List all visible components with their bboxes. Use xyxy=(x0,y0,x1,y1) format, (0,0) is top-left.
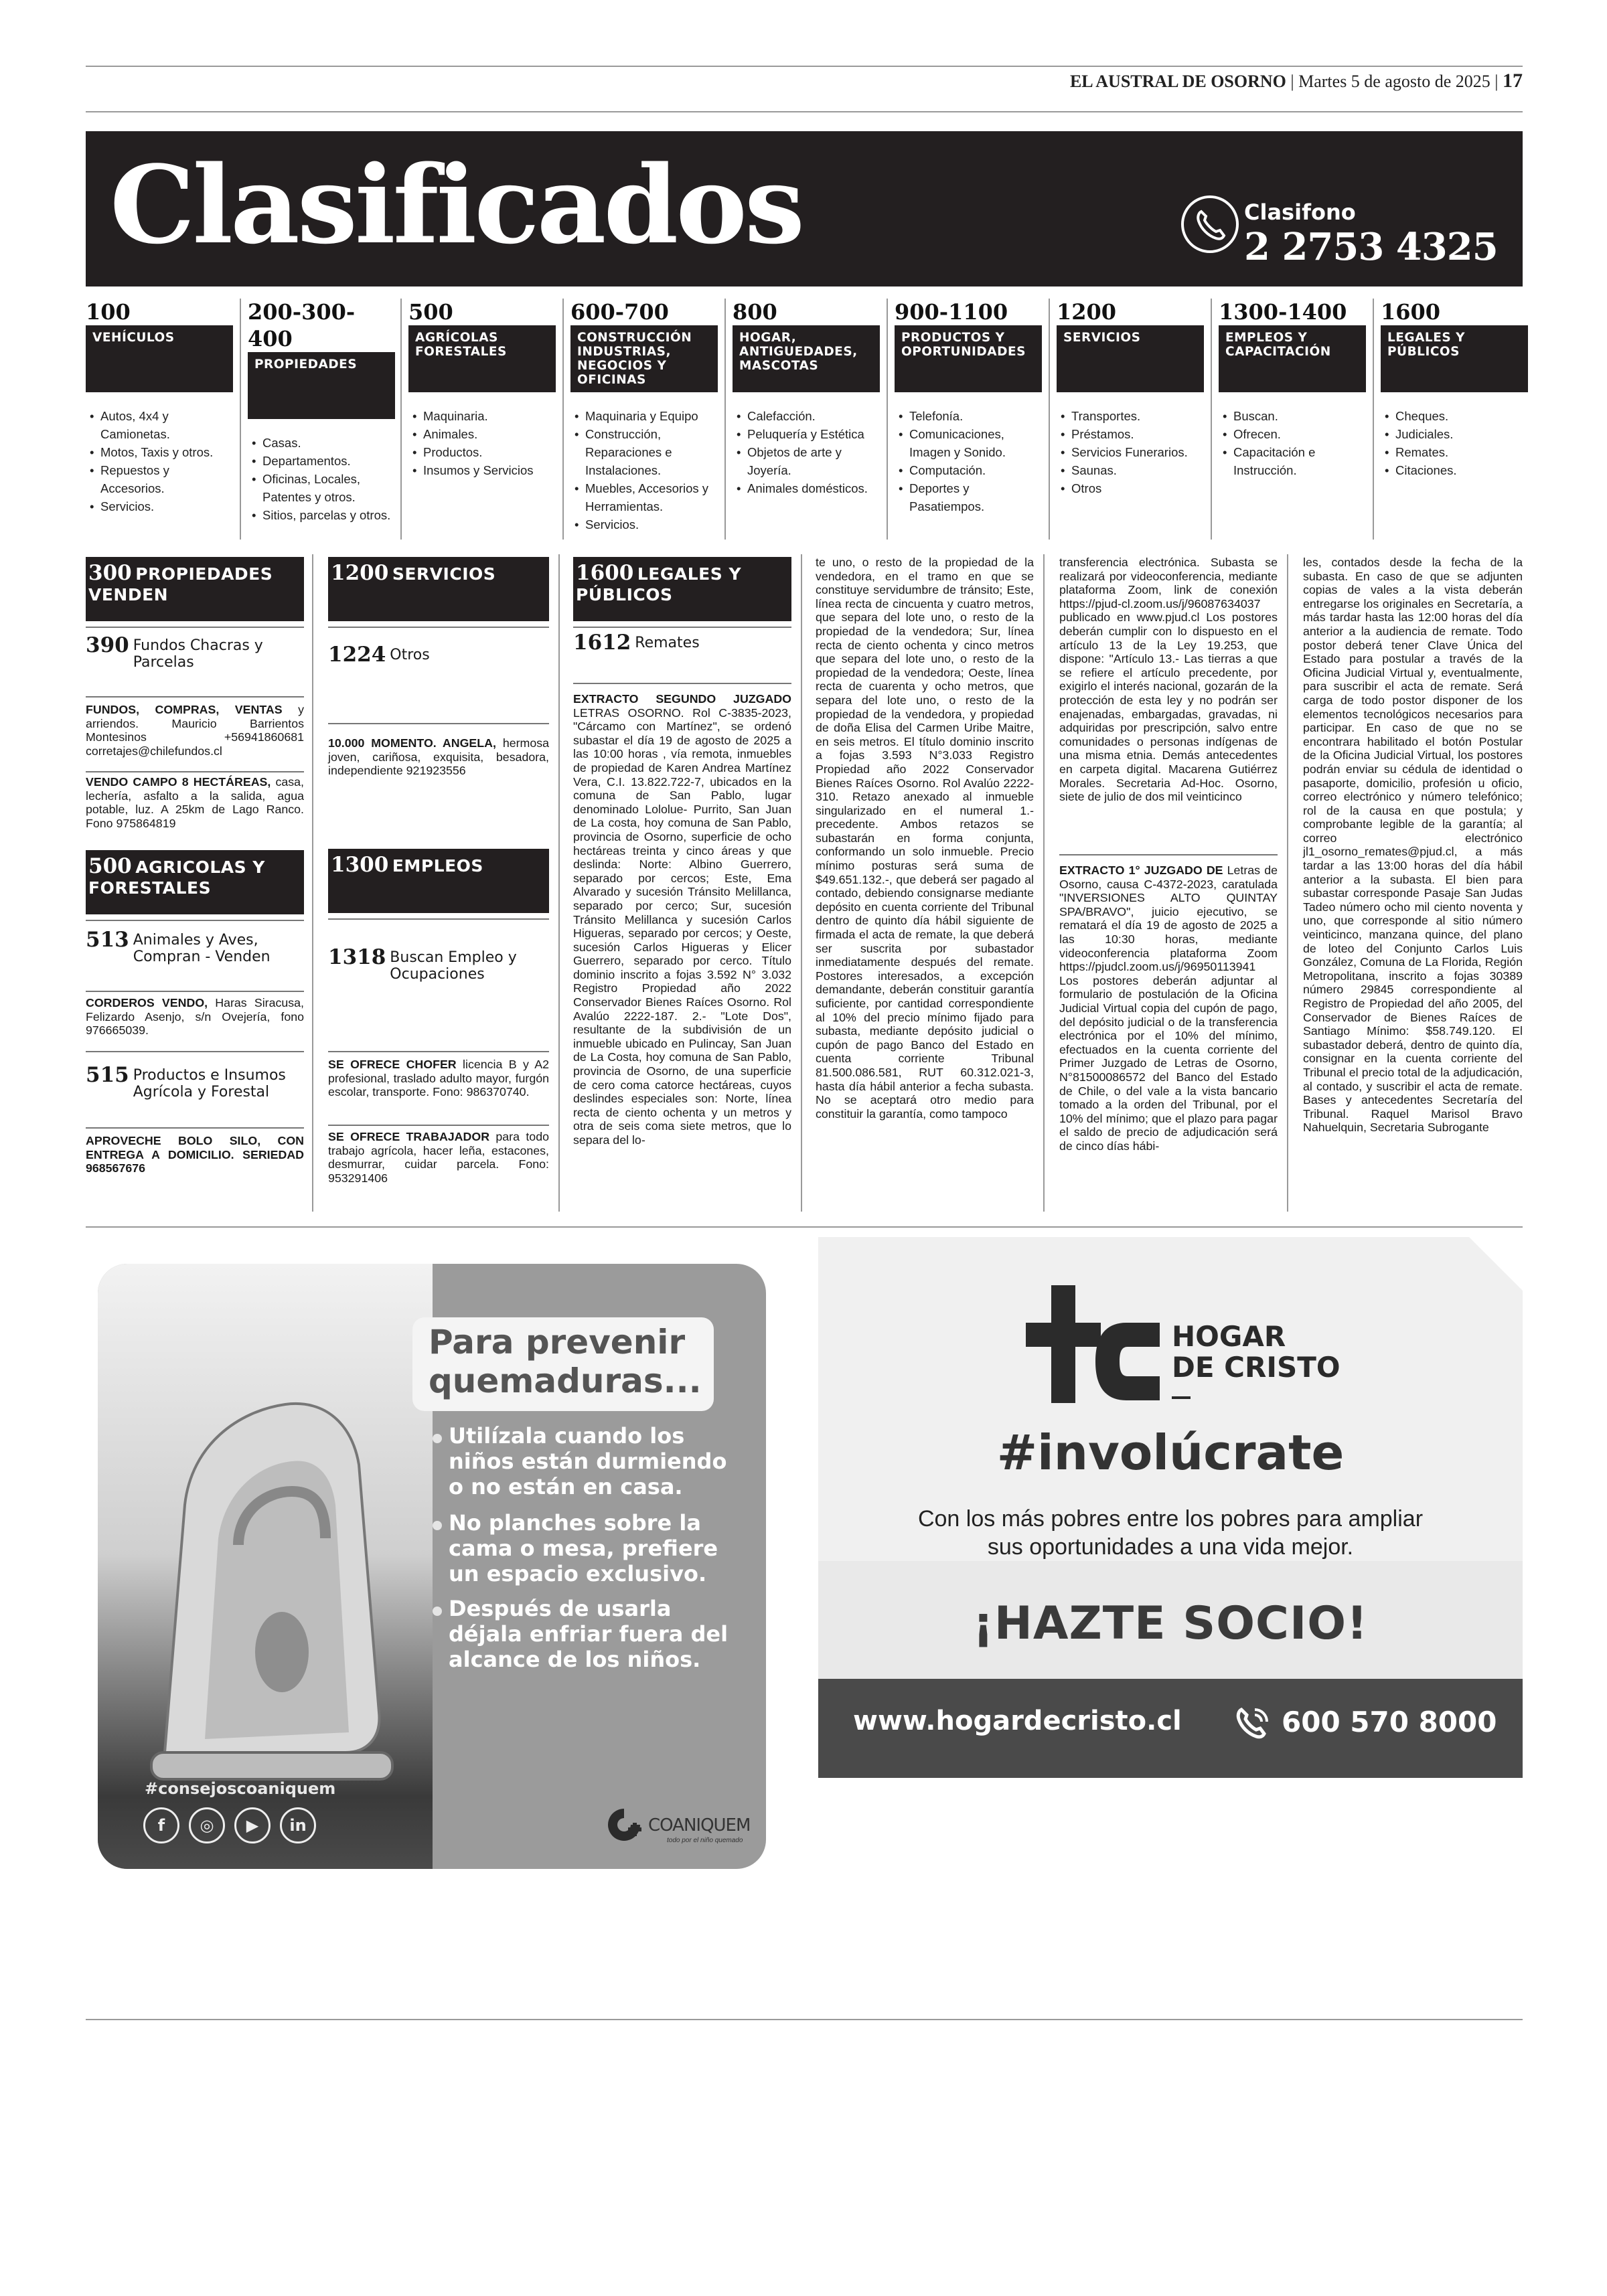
section-header-1200 xyxy=(328,557,549,621)
subsection-label: Productos e Insumos Agrícola y Forestal xyxy=(133,1067,286,1100)
legal-notice-continued: les, contados desde la fecha de la subasta. En caso de que se adjunten copias de vales a la vista deberán entregarse los originales en Secretaría, a más tardar hasta las 12:00 horas del día anterior a la audiencia de remate. Todo postor deberá tener Clave Única del Estado para postular a través de la Oficina Judicial Virtual y, eventualmente, para suscribir el acta de remate. Será carga de todo postor disponer de los elementos tecnológicos necesarios para participar. En caso de que no se encontrara habilitado el botón Postular de la Oficina Judicial Virtual, los postores podrán enviar su cédula de identidad o pasaporte, domicilio, profesión u oficio, correo electrónico y número telefónico; rol de la causa en que postula; y comprobante legible de la garantía; al correo electrónico jl1_osorno_remates@pjud.cl, a más tardar a las 13:00 horas del día hábil anterior a la subasta. El bien para subastar corresponde Pasaje San Judas Tadeo número ocho mil ciento noventa y uno, que corresponde al sitio número veinticinco, manzana quince, del plano de loteo del Conjunto Carlos Luis González, Comuna de La Florida, Región Metropolitana, inscrito a fojas 30389 número 29845 correspondiente al Registro de Propiedad del año 2005, del Conservador de Bienes Raíces de Santiago Mínimo: $58.749.120. El subastador deberá, dentro de quinto día, consignar en la cuenta corriente del Tribunal el precio total de la adjudicación, al contado, y suscribir el acta de remate. Bases y antecedentes Secretaría del Tribunal. Raquel Marisol Bravo Nahuelquin, Secretaria Subrogante xyxy=(1303,556,1523,1135)
ad-headline: 10.000 MOMENTO. ANGELA, xyxy=(328,736,496,750)
category-items xyxy=(86,407,233,515)
category-item: • Deportes y Pasatiempos. xyxy=(895,479,1042,515)
divider xyxy=(573,627,791,628)
category-item: • Servicios Funerarios. xyxy=(1057,443,1204,461)
ad-title xyxy=(429,1323,702,1400)
subsection-label: Fundos Chacras y Parcelas xyxy=(133,637,263,671)
category-items xyxy=(1057,407,1204,497)
divider xyxy=(328,918,549,920)
subsection-label: Buscan Empleo y Ocupaciones xyxy=(390,949,517,983)
masthead-rule xyxy=(86,111,1523,112)
subsection-label: Remates xyxy=(635,635,700,651)
bullet-dot xyxy=(433,1607,442,1616)
top-rule xyxy=(86,66,1523,67)
issue-date: Martes 5 de agosto de 2025 xyxy=(1298,72,1490,91)
ad-headline: SE OFRECE CHOFER xyxy=(328,1058,457,1071)
category-item: • Sitios, parcelas y otros. xyxy=(248,506,395,524)
youtube-icon[interactable]: ▶ xyxy=(234,1807,271,1843)
category-item: • Casas. xyxy=(248,434,395,452)
ad-headline: FUNDOS, COMPRAS, VENTAS xyxy=(86,703,283,716)
category-item: • Calefacción. xyxy=(733,407,880,425)
category-900-1100 xyxy=(895,299,1042,515)
section-header-1600 xyxy=(573,557,791,621)
divider xyxy=(1059,854,1278,855)
phone-icon xyxy=(1233,1704,1272,1743)
category-item: • Construcción, Reparaciones e Instalaciones. xyxy=(570,425,718,479)
category-items xyxy=(1381,407,1528,479)
classified-ad xyxy=(328,1130,549,1185)
category-label: CONSTRUCCIÓN INDUSTRIAS, NEGOCIOS Y OFICINAS xyxy=(570,325,718,392)
ad-headline: SE OFRECE TRABAJADOR xyxy=(328,1130,490,1143)
section-number: 1300 xyxy=(331,853,389,877)
bullet-dot xyxy=(433,1521,442,1530)
category-100 xyxy=(86,299,233,515)
category-item: • Citaciones. xyxy=(1381,461,1528,479)
ad-body: hermosa joven, cariñosa, exquisita, besadora, independiente 921923556 xyxy=(328,736,549,778)
facebook-icon[interactable]: f xyxy=(143,1807,179,1843)
divider xyxy=(86,1051,304,1052)
page-bottom-rule xyxy=(86,2019,1523,2020)
category-item: • Maquinaria y Equipo xyxy=(570,407,718,425)
section-banner xyxy=(86,131,1523,286)
brand-dash xyxy=(1172,1396,1191,1399)
classified-ad xyxy=(86,703,304,758)
section-header-1300 xyxy=(328,849,549,913)
ad-hashtag: #consejoscoaniquem xyxy=(145,1779,336,1798)
category-label: AGRÍCOLAS FORESTALES xyxy=(408,325,556,392)
section-label: LEGALES Y PÚBLICOS xyxy=(576,564,742,604)
category-item: • Remates. xyxy=(1381,443,1528,461)
divider xyxy=(573,683,791,684)
column-divider xyxy=(312,554,313,1212)
category-item: • Insumos y Servicios xyxy=(408,461,556,479)
category-500 xyxy=(408,299,556,479)
hogar-de-cristo-logo-icon xyxy=(1026,1276,1160,1410)
category-label: LEGALES Y PÚBLICOS xyxy=(1381,325,1528,392)
classified-ad: APROVECHE BOLO SILO, CON ENTREGA A DOMICILIO. SERIEDAD 968567676 xyxy=(86,1134,304,1175)
divider xyxy=(86,771,304,772)
clasifono-label: Clasifono xyxy=(1244,199,1356,225)
category-item: • Comunicaciones, Imagen y Sonido. xyxy=(895,425,1042,461)
corner-cut xyxy=(1469,1237,1523,1291)
divider xyxy=(328,1125,549,1126)
category-item: • Servicios. xyxy=(86,497,233,515)
paper-name: EL AUSTRAL DE OSORNO xyxy=(1069,72,1286,91)
ad-message xyxy=(818,1505,1523,1561)
coaniquem-advertisement xyxy=(98,1264,766,1869)
phone-icon xyxy=(1181,195,1239,253)
divider xyxy=(86,696,304,698)
ad-title-line: Para prevenir xyxy=(429,1323,686,1362)
category-divider xyxy=(887,299,888,540)
legal-notice-continued: transferencia electrónica. Subasta se realizará por videoconferencia, mediante plataforma Zoom, link de conexión https://pjud-cl.zoom.us/j/96087634037 publicado en www.pjud.cl Los postores deberán cumplir con lo dispuesto en el artículo 13 de la Ley 19.253, que dispone: "Artículo 13.- Las tierras a que se refiere el artículo precedente, por exigirlo el interés nacional, gozarán de la protección de esta ley y no podrán ser enajenadas, embargadas, gravadas, ni adquiridas por prescripción, salvo entre comunidades o personas indígenas de una misma etnia. Demás antecedentes en carpeta digital. Macarena Gutiérrez Morales. Secretaria Ad-Hoc. Osorno, siete de julio de dos mil veinticinco xyxy=(1059,556,1278,804)
ad-body: para todo trabajo agrícola, hacer leña, estacones, desmurrar, cuidar parcela. Fono: 953291406 xyxy=(328,1130,549,1185)
subsection-390 xyxy=(86,632,304,671)
divider xyxy=(86,920,304,921)
section-header-500 xyxy=(86,850,304,914)
ad-phone-number[interactable]: 600 570 8000 xyxy=(1282,1706,1497,1738)
category-item: • Peluquería y Estética xyxy=(733,425,880,443)
section-title: Clasificados xyxy=(110,142,803,268)
category-1300-1400 xyxy=(1219,299,1366,479)
category-items xyxy=(248,434,395,524)
ad-headline: VENDO CAMPO 8 HECTÁREAS, xyxy=(86,775,271,789)
legal-notice-continued: te uno, o resto de la propiedad de la vendedora, en el tramo en que se constituye servidumbre de tránsito; Este, línea recta de cincuenta y cuatro metros, que separa del lote uno, o resto de la propiedad de la vendedora; Sur, línea recta de ciento ochenta y cinco metros que separa del lote uno, o resto de la propiedad de la vendedora; Oeste, línea recta de cuarenta y ocho metros, que separa del lote uno, o resto de la propiedad de la vendedora, y propiedad de doña Elisa del Carmen Uribe Maitre, en seis metros. El título dominio inscrito a fojas 3.593 N°3.033 Registro Propiedad año 2022 Conservador Bienes Raíces Osorno. Rol Avalúo 2222-310. Retazo anexado al inmueble singularizado en el numeral 1.- precedente. Ambos retazos se subastarán en forma conjunta, conformando un solo inmueble. Precio mínimo posturas será suma de $49.651.132.-, que deberá ser pagado al contado, debiendo consignarse mediante depósito en cuenta corriente del Tribunal dentro de quinto día hábil siguiente de firmada el acta de remate, la que deberá ser suscrita por subastador inmediatamente después del remate. Postores interesados, a excepción demandante, deberán constituir garantía suficiente, por cantidad correspondiente al 10% del precio mínimo fijado para subasta, mediante depósito judicial o cupón de pago Banco del Estado en cuenta corriente Tribunal 81.500.086.581, RUT 60.312.021-3, hasta día hábil anterior a fecha subasta. No se aceptará otro medio para constituir la garantía, como tampoco xyxy=(816,556,1034,1121)
divider xyxy=(86,627,304,628)
category-item: • Muebles, Accesorios y Herramientas. xyxy=(570,479,718,515)
category-item: • Repuestos y Accesorios. xyxy=(86,461,233,497)
category-item: • Objetos de arte y Joyería. xyxy=(733,443,880,479)
separator: | xyxy=(1490,72,1503,91)
subsection-label: Otros xyxy=(390,647,430,663)
category-item: • Préstamos. xyxy=(1057,425,1204,443)
subsection-1224 xyxy=(328,641,549,668)
category-item: • Buscan. xyxy=(1219,407,1366,425)
category-600-700 xyxy=(570,299,718,534)
ad-headline: CORDEROS VENDO, xyxy=(86,996,208,1009)
notice-headline: EXTRACTO 1° JUZGADO DE xyxy=(1059,864,1223,877)
column-divider xyxy=(801,554,802,1212)
section-label: SERVICIOS xyxy=(392,564,496,584)
classified-ad xyxy=(328,1058,549,1099)
category-item: • Maquinaria. xyxy=(408,407,556,425)
divider xyxy=(328,1051,549,1052)
subsection-number: 1318 xyxy=(328,945,386,969)
message-line: sus oportunidades a una vida mejor. xyxy=(987,1534,1354,1560)
subsection-number: 513 xyxy=(86,928,129,952)
category-item: • Autos, 4x4 y Camionetas. xyxy=(86,407,233,443)
brand-line: HOGAR xyxy=(1172,1320,1286,1353)
divider xyxy=(86,991,304,992)
column-divider xyxy=(1043,554,1045,1212)
column-divider xyxy=(1287,554,1288,1212)
category-divider xyxy=(240,299,241,540)
category-code: 800 xyxy=(733,299,777,325)
divider xyxy=(86,1127,304,1129)
category-code: 500 xyxy=(408,299,453,325)
category-items xyxy=(895,407,1042,515)
category-code: 900-1100 xyxy=(895,299,1008,325)
category-item: • Animales domésticos. xyxy=(733,479,880,497)
section-number: 500 xyxy=(88,854,132,878)
category-1600 xyxy=(1381,299,1528,479)
category-label: VEHÍCULOS xyxy=(86,325,233,392)
iron-icon xyxy=(125,1337,419,1819)
subsection-number: 1612 xyxy=(573,631,631,655)
divider xyxy=(328,627,549,628)
subsection-label: Animales y Aves, Compran - Venden xyxy=(133,932,271,965)
category-divider xyxy=(1373,299,1374,540)
subsection-number: 1224 xyxy=(328,643,386,667)
page-number: 17 xyxy=(1503,70,1523,92)
category-code: 100 xyxy=(86,299,131,325)
category-item: • Otros xyxy=(1057,479,1204,497)
ad-brand: COANIQUEM xyxy=(648,1815,751,1835)
ad-brand xyxy=(1172,1321,1341,1383)
coaniquem-logo-icon xyxy=(604,1805,644,1845)
category-item: • Ofrecen. xyxy=(1219,425,1366,443)
category-item: • Servicios. xyxy=(570,515,718,534)
classified-ad xyxy=(86,996,304,1038)
listings-bottom-rule xyxy=(86,1226,1523,1228)
category-item: • Computación. xyxy=(895,461,1042,479)
category-label: PROPIEDADES xyxy=(248,352,395,419)
category-item: • Telefonía. xyxy=(895,407,1042,425)
subsection-1612 xyxy=(573,629,791,656)
masthead xyxy=(86,70,1523,94)
category-item: • Departamentos. xyxy=(248,452,395,470)
ad-body: casa, lechería, asfalto a la salida, agua potable, luz. A 25km de Lago Ranco. Fono 975864819 xyxy=(86,775,304,830)
category-800 xyxy=(733,299,880,497)
category-item: • Productos. xyxy=(408,443,556,461)
category-divider xyxy=(400,299,402,540)
brand-line: DE CRISTO xyxy=(1172,1351,1341,1384)
category-items xyxy=(1219,407,1366,479)
ad-tagline: todo por el niño quemado xyxy=(667,1837,743,1844)
category-label: EMPLEOS Y CAPACITACIÓN xyxy=(1219,325,1366,392)
category-item: • Animales. xyxy=(408,425,556,443)
category-1200 xyxy=(1057,299,1204,497)
linkedin-icon[interactable]: in xyxy=(280,1807,316,1843)
ad-tip: Utilízala cuando los niños están durmiendo o no están en casa. xyxy=(449,1423,727,1499)
ad-tip: No planches sobre la cama o mesa, prefiere un espacio exclusivo. xyxy=(449,1510,718,1586)
clasifono-number: 2 2753 4325 xyxy=(1244,225,1498,269)
category-divider xyxy=(724,299,726,540)
legal-notice xyxy=(573,692,791,1147)
ad-body: Haras Siracusa, Felizardo Asenjo, s/n Ovejería, fono 976665039. xyxy=(86,996,304,1038)
category-divider xyxy=(562,299,564,540)
bullet-dot xyxy=(433,1434,442,1443)
category-item: • Oficinas, Locales, Patentes y otros. xyxy=(248,470,395,506)
category-item: • Saunas. xyxy=(1057,461,1204,479)
notice-headline: EXTRACTO SEGUNDO JUZGADO xyxy=(573,692,791,706)
category-code: 1200 xyxy=(1057,299,1117,325)
category-item: • Transportes. xyxy=(1057,407,1204,425)
ad-title-line: quemaduras... xyxy=(429,1362,702,1400)
notice-body: LETRAS OSORNO. Rol C-3835-2023, "Cárcamo con Martínez", se ordenó subastar el día 19 de agosto de 2025 a las 10:00 horas , vía remota, inmuebles de propiedad de Karen Andrea Martínez Vera, C.I. 13.822.722-7, ubicados en la comuna de San Pablo, lugar denominado Lololue- Purrito, San Juan de La costa, hoy comuna de San Pablo, provincia de Osorno, superficie de ocho hectáreas treinta y cinco áreas y que deslinda: Norte: Albino Guerrero, separado por cercos; Este, Ema Alvarado y sucesión Tránsito Melillanca, separado por cerco; Sur, sucesión Tránsito Melillanca y sucesión Carlos Higueras, separado por cercos; y Oeste, sucesión Carlos Higueras y Elicer Guerrero, separado por cerco. Título dominio inscrito a fojas 3.592 N° 3.032 Registro Propiedad año 2022 Conservador Bienes Raíces Osorno. Rol Avalúo 2222-187. 2.- "Lote Dos", resultante de la subdivisión de un inmueble ubicado en Pulincay, San Juan de La Costa, hoy comuna de San Pablo, provincia de Osorno, de una superficie de cero coma catorce hectáreas, cuyos deslindes especiales son: Norte, línea recta de ciento ochenta y un metros y otra de seis coma siete metros, que lo separa del lo- xyxy=(573,706,791,1147)
subsection-number: 390 xyxy=(86,633,129,657)
subsection-515 xyxy=(86,1062,304,1100)
instagram-icon[interactable]: ◎ xyxy=(189,1807,225,1843)
column-divider xyxy=(558,554,560,1212)
divider xyxy=(328,723,549,724)
category-code: 1300-1400 xyxy=(1219,299,1347,325)
category-items xyxy=(733,407,880,497)
classified-ad xyxy=(86,775,304,830)
category-items xyxy=(408,407,556,479)
category-item: • Judiciales. xyxy=(1381,425,1528,443)
subsection-number: 515 xyxy=(86,1063,129,1087)
section-label: AGRICOLAS Y FORESTALES xyxy=(88,857,265,898)
ad-cta: ¡HAZTE SOCIO! xyxy=(972,1597,1369,1650)
message-line: Con los más pobres entre los pobres para ampliar xyxy=(917,1506,1424,1532)
ad-tip: Después de usarla déjala enfriar fuera del alcance de los niños. xyxy=(449,1596,729,1672)
category-item: • Cheques. xyxy=(1381,407,1528,425)
category-code: 200-300-400 xyxy=(248,299,356,351)
category-200-300-400 xyxy=(248,299,395,524)
ad-website-link[interactable]: www.hogardecristo.cl xyxy=(853,1706,1182,1736)
subsection-1318 xyxy=(328,944,549,983)
section-number: 300 xyxy=(88,561,132,585)
category-code: 1600 xyxy=(1381,299,1441,325)
category-item: • Capacitación e Instrucción. xyxy=(1219,443,1366,479)
section-number: 1600 xyxy=(576,561,634,585)
ad-hashtag: #involúcrate xyxy=(996,1424,1345,1481)
notice-body: Letras de Osorno, causa C-4372-2023, caratulada "INVERSIONES ALTO QUINTAY SPA/BRAVO", juicio ejecutivo, se rematará el día 19 de agosto de 2025 a las 10:30 horas, mediante videoconferencia plataforma Zoom https://pjudcl.zoom.us/j/96950113941 Los postores deberán adjuntar al formulario de postulación de la Oficina Judicial Virtual copia del cupón de pago, del depósito judicial o de la transferencia electrónica por el 10% del mínimo, efectuados en la cuenta corriente del Primer Juzgado de Letras de Osorno, N°81500086572 del Banco del Estado de Chile, o del vale a la vista bancario tomado a la orden del Tribunal, por el 10% del mínimo; que el plazo para pagar el saldo de precio de adjudicación será de cinco días hábi- xyxy=(1059,864,1278,1153)
category-code: 600-700 xyxy=(570,299,669,325)
category-label: SERVICIOS xyxy=(1057,325,1204,392)
category-label: HOGAR, ANTIGUEDADES, MASCOTAS xyxy=(733,325,880,392)
category-divider xyxy=(1211,299,1212,540)
section-number: 1200 xyxy=(331,561,389,585)
hogar-de-cristo-advertisement xyxy=(818,1237,1523,1778)
separator: | xyxy=(1290,72,1299,91)
legal-notice xyxy=(1059,864,1278,1153)
ad-body: licencia B y A2 profesional, traslado adulto mayor, furgón escolar, transporte. Fono: 986370740. xyxy=(328,1058,549,1099)
section-label: PROPIEDADES VENDEN xyxy=(88,564,273,604)
ad-body: y arriendos. Mauricio Barrientos Montesinos +56941860681 corretajes@chilefundos.cl xyxy=(86,703,304,758)
category-divider xyxy=(1049,299,1050,540)
subsection-513 xyxy=(86,926,304,965)
category-item: • Motos, Taxis y otros. xyxy=(86,443,233,461)
section-label: EMPLEOS xyxy=(392,856,483,876)
category-items xyxy=(570,407,718,534)
section-header-300 xyxy=(86,557,304,621)
category-label: PRODUCTOS Y OPORTUNIDADES xyxy=(895,325,1042,392)
classified-ad xyxy=(328,736,549,778)
